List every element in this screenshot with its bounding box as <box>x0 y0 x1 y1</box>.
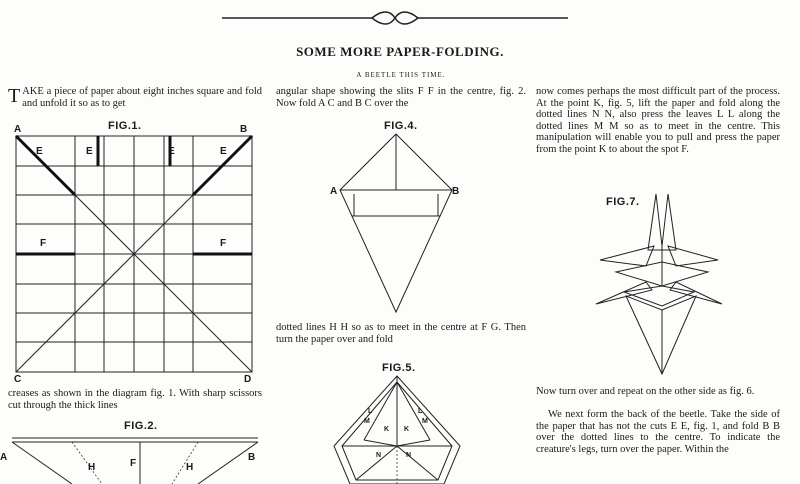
fig5-point-n2: N <box>406 452 412 459</box>
fig2-point-h2: H <box>186 462 194 473</box>
fig1-point-a: A <box>14 124 22 135</box>
ornament-rule <box>222 8 568 28</box>
fig1-diagram <box>16 136 252 372</box>
fig5-point-m2: M <box>422 418 428 425</box>
fig1-point-c: C <box>14 374 22 385</box>
fig1-point-e4: E <box>220 146 227 157</box>
column3-para1: now comes perhaps the most difficult part of the process. At the point K, fig. 5, lift the paper and fold along the dotted lines N N, also press the leaves L L along the dotted lines M M so as to meet in the centre. This manipulation will enable you to pull and press the paper from the point K to about the spot F. <box>536 86 780 155</box>
column2-para2: dotted lines H H so as to meet in the centre at F G. Then turn the paper over and fold <box>276 322 526 345</box>
fig5-diagram <box>334 376 460 484</box>
column3-para3 <box>536 409 780 455</box>
fig1-point-b: B <box>240 124 248 135</box>
fig1-point-d: D <box>244 374 252 385</box>
fig2-point-a: A <box>0 452 8 463</box>
fig4-label: FIG.4. <box>384 120 418 132</box>
column1-para2: creases as shown in the diagram fig. 1. With sharp scissors cut through the thick lines <box>8 388 262 411</box>
article-subtitle: A BEETLE THIS TIME. <box>356 71 446 79</box>
fig4-point-a: A <box>330 186 338 197</box>
fig5-point-m1: M <box>364 418 370 425</box>
fig5-point-l2: L <box>418 408 423 415</box>
fig2-point-f: F <box>130 458 137 469</box>
fig2-label: FIG.2. <box>124 420 158 432</box>
fig5-point-n1: N <box>376 452 382 459</box>
fig1-point-f1: F <box>40 238 47 249</box>
dropcap: T <box>8 85 21 107</box>
fig2-point-h1: H <box>88 462 96 473</box>
fig7-diagram <box>596 186 722 376</box>
fig5-point-k2: K <box>404 426 410 433</box>
fig1-point-e2: E <box>86 146 93 157</box>
fig1-point-f2: F <box>220 238 227 249</box>
column3-para2: Now turn over and repeat on the other side as fig. 6. <box>536 386 755 397</box>
column3-para3-text: We next form the back of the beetle. Take the side of the paper that has not the cuts E E, fig. 1, and fold B B over the dotted lines to the centre. To indicate the creature's legs, turn over the paper. Within the <box>536 409 780 455</box>
column1-intro <box>8 86 262 109</box>
fig2-point-b: B <box>248 452 256 463</box>
fig2-diagram <box>12 436 258 484</box>
fig4-point-b: B <box>452 186 460 197</box>
article-title: SOME MORE PAPER-FOLDING. <box>296 44 504 59</box>
column1-intro-text: AKE a piece of paper about eight inches square and fold and unfold it so as to get <box>22 86 262 109</box>
fig1-label: FIG.1. <box>108 120 142 132</box>
fig7-label: FIG.7. <box>606 196 640 208</box>
column2-para1: angular shape showing the slits F F in the centre, fig. 2. Now fold A C and B C over the <box>276 86 526 109</box>
fig5-label: FIG.5. <box>382 362 416 374</box>
fig5-point-k1: K <box>384 426 390 433</box>
fig1-point-e1: E <box>36 146 43 157</box>
fig5-point-l1: L <box>368 408 373 415</box>
fig1-point-e3: E <box>168 146 175 157</box>
fig4-diagram <box>340 134 452 314</box>
